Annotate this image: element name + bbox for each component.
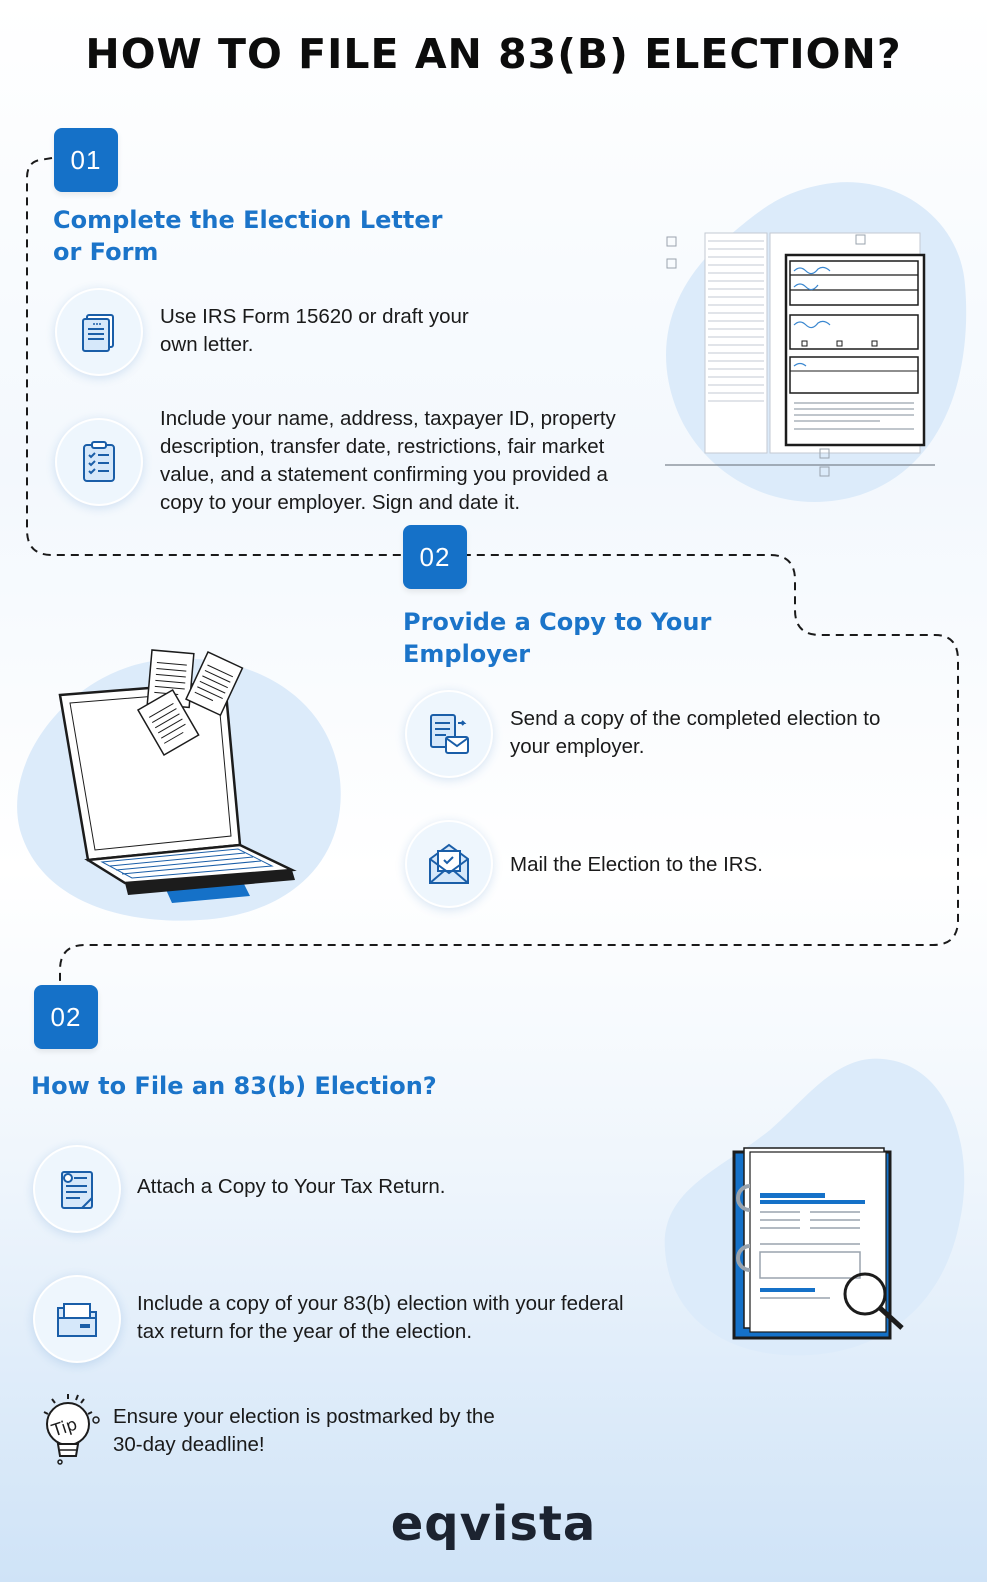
text-line: Mail the Election to the IRS.: [510, 853, 763, 876]
text-line: copy to your employer. Sign and date it.: [160, 491, 521, 514]
step-2-heading: [403, 606, 711, 670]
text-line: Include a copy of your 83(b) election with your federal: [137, 1292, 624, 1315]
text-line: value, and a statement confirming you provided a: [160, 463, 608, 486]
step-2-heading-line1: Provide a Copy to Your: [403, 608, 712, 636]
step-1-item-1-icon-circle: [55, 288, 143, 376]
step-1-item-2-icon-circle: [55, 418, 143, 506]
step-2-heading-line2: Employer: [403, 640, 531, 668]
step-3-heading-text: How to File an 83(b) Election?: [31, 1072, 437, 1100]
step-1-heading: [53, 204, 442, 268]
mail-icon: [424, 839, 474, 889]
laptop-illustration: [10, 640, 350, 925]
step-2-number: 02: [419, 541, 451, 572]
text-line: Send a copy of the completed election to: [510, 707, 881, 730]
text-line: your employer.: [510, 735, 645, 758]
document-envelope-icon: [424, 709, 474, 759]
step-1-number: 01: [70, 144, 102, 175]
step-2-number-badge: [403, 525, 467, 589]
folder-icon: [52, 1294, 102, 1344]
step-1-number-badge: [54, 128, 118, 192]
step-2-item-2-text: [510, 851, 763, 879]
step-3-heading: [31, 1070, 437, 1102]
step-2-item-1-icon-circle: [405, 690, 493, 778]
text-line: 30-day deadline!: [113, 1433, 265, 1456]
tip-text: [113, 1403, 495, 1459]
step-2-item-2-icon-circle: [405, 820, 493, 908]
text-line: own letter.: [160, 333, 254, 356]
text-line: Use IRS Form 15620 or draft your: [160, 305, 469, 328]
text-line: tax return for the year of the election.: [137, 1320, 473, 1343]
tip-badge: Tip: [49, 1414, 80, 1442]
step-3-item-1-icon-circle: [33, 1145, 121, 1233]
step-3-item-2-icon-circle: [33, 1275, 121, 1363]
step-1-heading-line2: or Form: [53, 238, 159, 266]
binder-illustration: [660, 1050, 975, 1370]
tax-document-icon: [52, 1164, 102, 1214]
step-2-item-1-text: [510, 705, 880, 761]
form-illustration: [660, 175, 975, 505]
step-3-item-2-text: [137, 1290, 624, 1346]
text-line: description, transfer date, restrictions, fair market: [160, 435, 605, 458]
step-1-item-2-text: [160, 405, 616, 517]
clipboard-checklist-icon: [74, 437, 124, 487]
step-1-item-1-text: [160, 303, 469, 359]
text-line: Attach a Copy to Your Tax Return.: [137, 1175, 446, 1198]
eqvista-logo: eqvista: [390, 1496, 597, 1552]
step-3-number-badge: [34, 985, 98, 1049]
page-title: HOW TO FILE AN 83(B) ELECTION?: [85, 30, 902, 78]
text-line: Include your name, address, taxpayer ID, property: [160, 407, 616, 430]
step-3-number: 02: [50, 1001, 82, 1032]
step-1-heading-line1: Complete the Election Letter: [53, 206, 443, 234]
step-3-item-1-text: [137, 1173, 445, 1201]
book-icon: [74, 307, 124, 357]
text-line: Ensure your election is postmarked by the: [113, 1405, 495, 1428]
